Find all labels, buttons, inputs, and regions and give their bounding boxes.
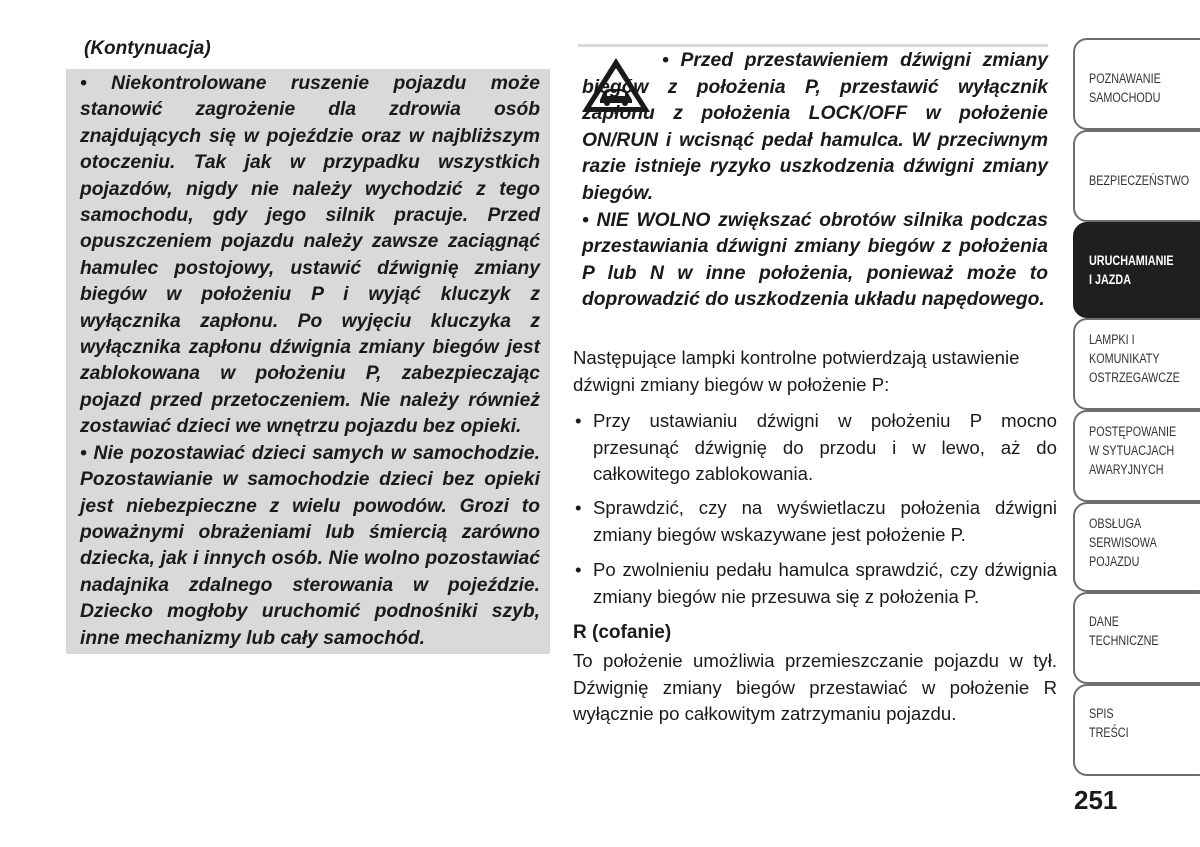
section-heading: R (cofanie) [573, 622, 672, 643]
tab-poznawanie-samochodu[interactable] [1073, 38, 1200, 130]
tab-label: OBSŁUGA SERWISOWA POJAZDU [1089, 516, 1157, 569]
section-text: To położenie umożliwia przemieszczanie pojazdu w tył. Dźwignię zmiany biegów przestawiać w położenie R wyłącznie po całkowitym zatrzymaniu pojazdu. [573, 650, 1057, 724]
list-item-text: Po zwolnieniu pedału hamulca sprawdzić, czy dźwignia zmiany biegów nie przesuwa się z położenia P. [593, 559, 1057, 607]
page-number: 251 [1074, 785, 1118, 815]
tab-dane-techniczne[interactable] [1073, 592, 1200, 684]
list-item-text: Sprawdzić, czy na wyświetlaczu położenia dźwigni zmiany biegów wskazywane jest położenie P. [593, 497, 1057, 545]
list-item-text: Przy ustawianiu dźwigni w położeniu P mocno przesunąć dźwignię do przodu i w lewo, aż do całkowitego zablokowania. [593, 410, 1057, 484]
tab-lampki-i-komunikaty[interactable] [1073, 318, 1200, 410]
tab-label: POSTĘPOWANIE W SYTUACJACH AWARYJNYCH [1089, 424, 1177, 477]
bullet-dot: • [575, 497, 582, 518]
warning-top-rule [578, 44, 1048, 47]
tab-label: SPIS TREŚCI [1089, 706, 1129, 740]
warning-paragraph: • Niekontrolowane ruszenie pojazdu może stanowić zagrożenie dla zdrowia osób znajdujących się w pojeździe oraz w najbliższym otoczeniu. Tak jak w przypadku wszystkich pojazdów, nigdy nie należy wychodzić z tego samochodu, gdy jego silnik pracuje. Przed opuszczeniem pojazdu należy zawsze zaciągnąć hamulec postojowy, ustawić dźwignię zmiany biegów w położeniu P i wyjąć kluczyk z wyłącznika zapłonu. Po wyjęciu kluczyka z wyłącznika zapłonu dźwignia zmiany biegów jest zablokowana w położeniu P, zabezpieczając pojazd przed przetoczeniem. Nie należy również zostawiać dzieci we wnętrzu pojazdu bez opieki. [80, 73, 540, 438]
warning-paragraph: • Nie pozostawiać dzieci samych w samochodzie. Pozostawianie w samochodzie dzieci bez opieki jest niebezpieczne z wielu powodów. Grozi to poważnymi obrażeniami lub śmiercią zarówno dziecka, jak i innych osób. Nie wolno pozostawiać nadajnika zdalnego sterowania w pojeździe. Dziecko mogłoby uruchomić podnośniki szyb, inne mechanizmy lub cały samochód. [80, 442, 540, 649]
tab-label: BEZPIECZEŃSTWO [1089, 173, 1190, 188]
tab-label: LAMPKI I KOMUNIKATY OSTRZEGAWCZE [1089, 332, 1180, 385]
bullet-dot: • [575, 410, 582, 431]
tab-spis-tresci[interactable] [1073, 684, 1200, 776]
tab-postepowanie-awaryjne[interactable] [1073, 410, 1200, 502]
warning-paragraph: • Przed przestawieniem dźwigni zmiany biegów z położenia P, przestawić wyłącznik zapłonu z położenia LOCK/OFF w położenie ON/RUN i wcisnąć pedał hamulca. W przeciwnym razie istnieje ryzyko uszkodzenia dźwigni zmiany biegów. [582, 50, 1048, 204]
tab-label: URUCHAMIANIE I JAZDA [1089, 253, 1174, 287]
intro-text: Następujące lampki kontrolne potwierdzają ustawienie dźwigni zmiany biegów w położenie P: [573, 347, 1020, 395]
bullet-dot: • [575, 559, 582, 580]
list-item [573, 557, 1057, 610]
tab-bezpieczenstwo[interactable] [1073, 130, 1200, 222]
continuation-label: (Kontynuacja) [84, 38, 211, 59]
tab-label: DANE TECHNICZNE [1089, 614, 1159, 648]
warning-box [66, 69, 550, 654]
warning-paragraph: • NIE WOLNO zwiększać obrotów silnika podczas przestawiania dźwigni zmiany biegów z położenia P lub N w inne położenia, ponieważ może to doprowadzić do uszkodzenia układu napędowego. [582, 209, 1048, 311]
list-item [573, 408, 1057, 488]
right-warning-text [582, 48, 1048, 314]
list-item [573, 495, 1057, 548]
tab-label: POZNAWANIE SAMOCHODU [1089, 71, 1161, 105]
tab-uruchamianie-i-jazda[interactable] [1073, 222, 1200, 318]
tab-obsluga-serwisowa[interactable] [1073, 502, 1200, 592]
